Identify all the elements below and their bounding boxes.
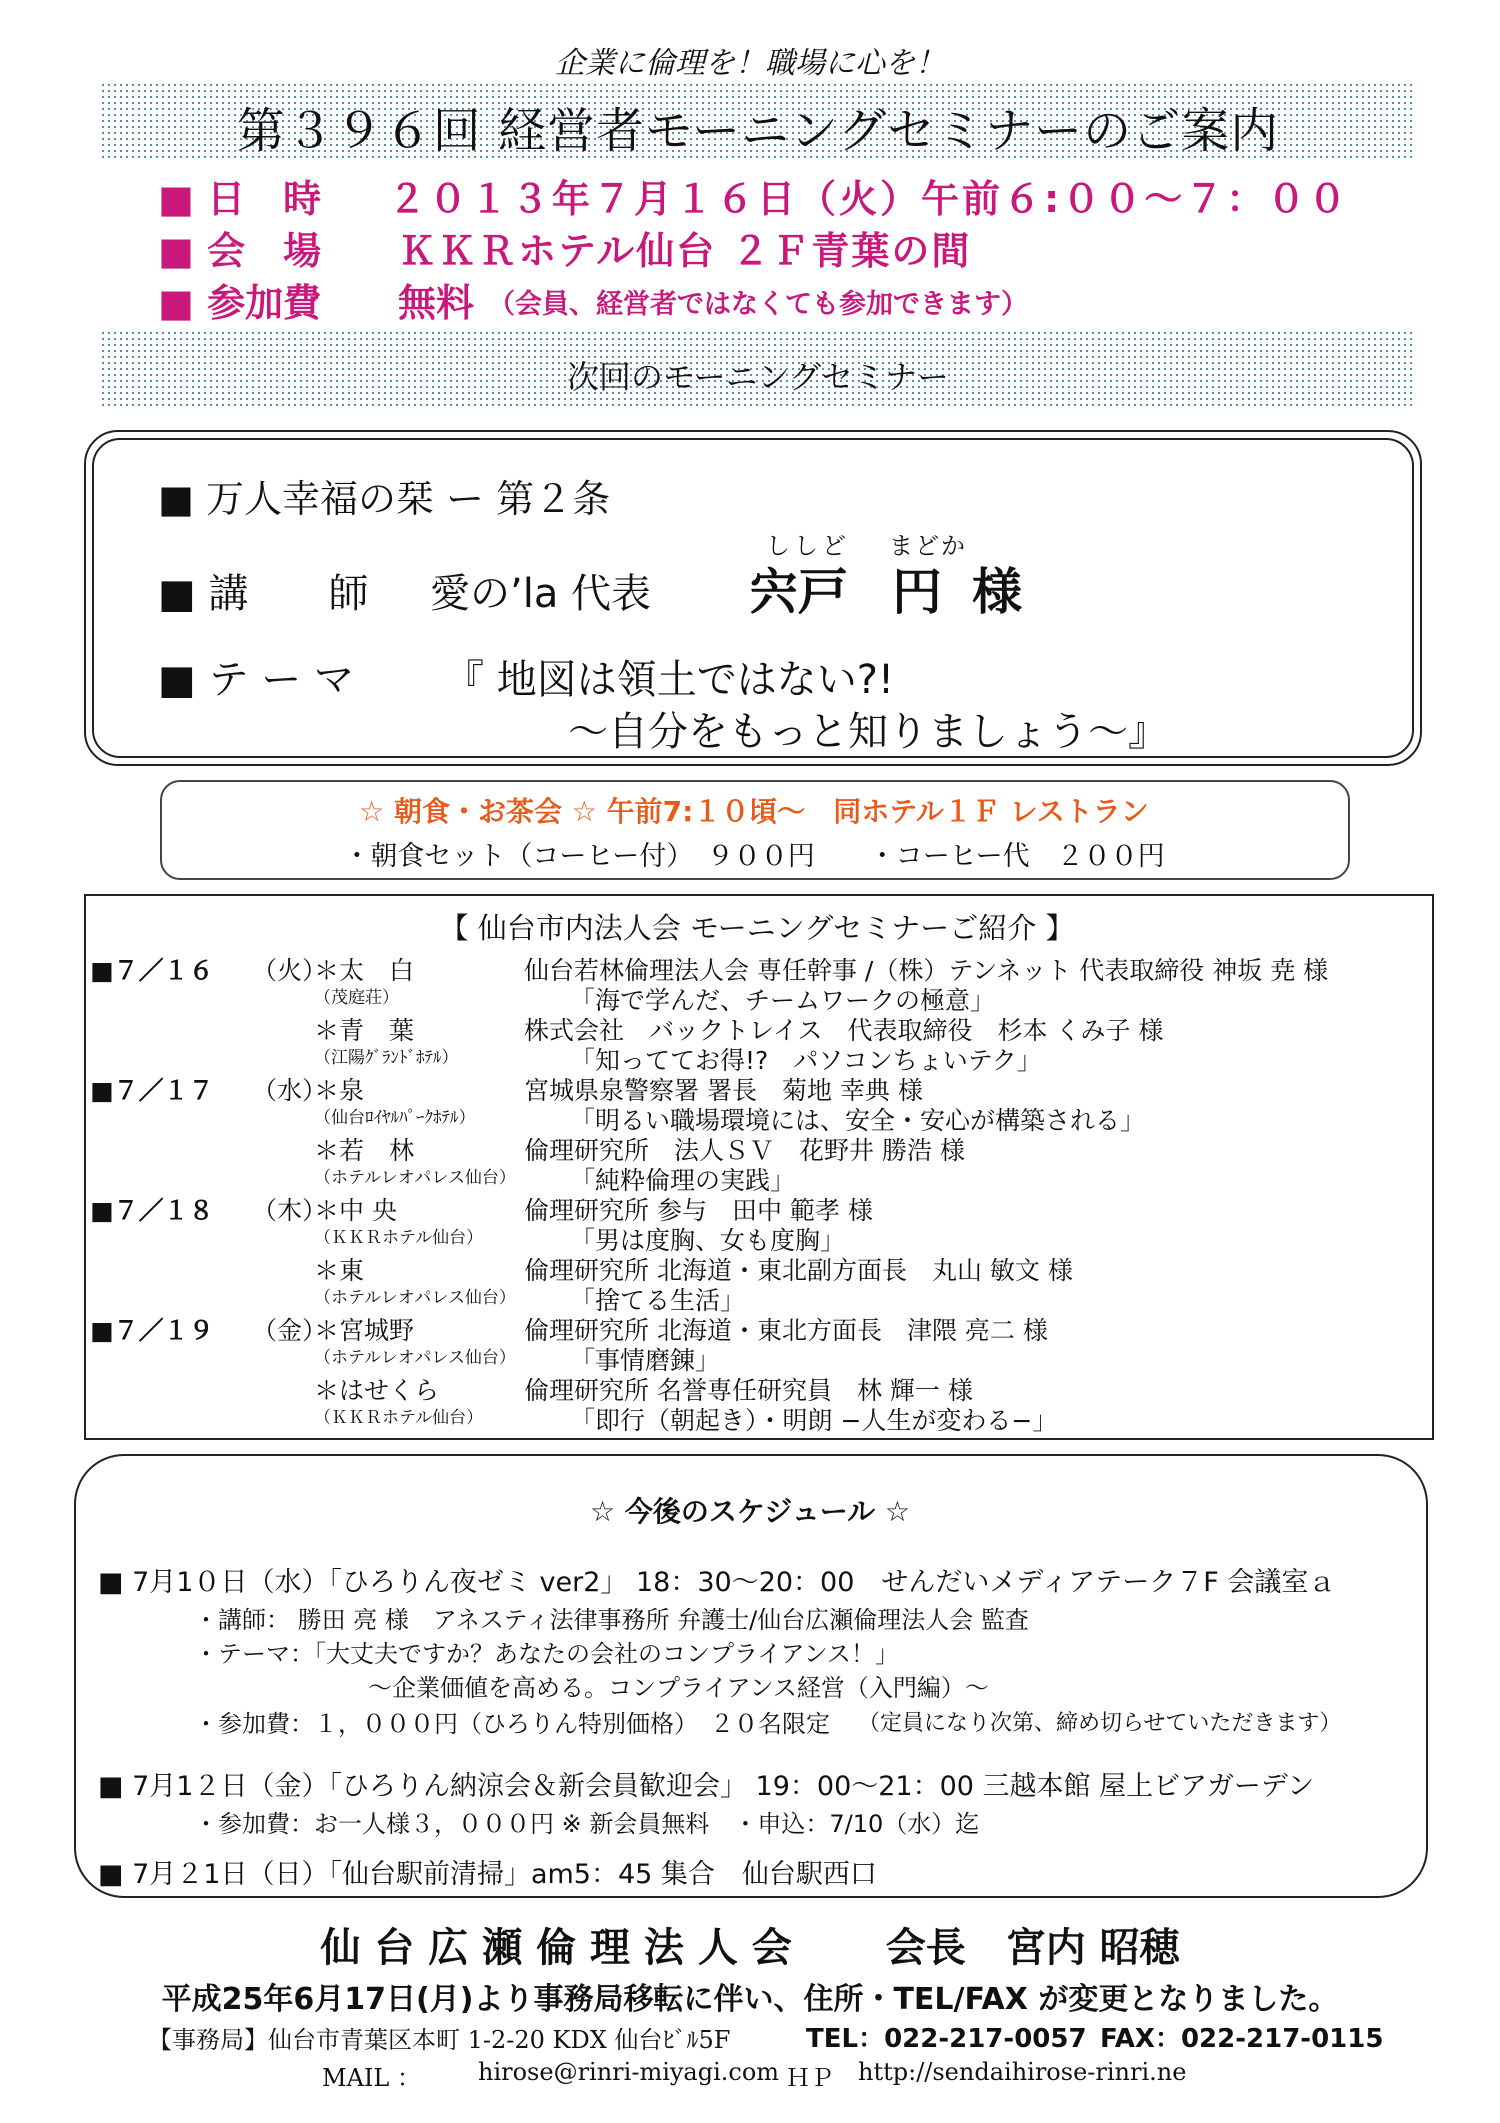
intro-date: ■７／１６ <box>90 956 214 985</box>
lecturer-name1: 宍戸 <box>748 563 848 621</box>
intro-branch: ＊太 白 <box>314 956 415 985</box>
lecturer-ruby1: ししど <box>766 532 850 560</box>
info-venue-value: ＫＫＲホテル仙台 ２Ｆ青葉の間 <box>398 229 972 273</box>
intro-branch: ＊宮城野 <box>314 1316 415 1345</box>
footer-hp[interactable]: http://sendaihirose-rinri.ne <box>858 2058 1187 2086</box>
footer-tel: TEL：022-217-0057 <box>806 2024 1087 2054</box>
intro-theme: 「明るい職場環境には、安全・安心が構築される」 <box>570 1106 1146 1135</box>
lecturer-org: 愛の’la 代表 <box>430 571 652 617</box>
intro-theme: 「即行（朝起き）・明朗 −人生が変わる−」 <box>570 1406 1058 1435</box>
intro-theme: 「純粋倫理の実践」 <box>570 1166 796 1195</box>
intro-theme: 「事情磨錬」 <box>570 1346 721 1375</box>
intro-speaker: 株式会社 バックトレイス 代表取締役 杉本 くみ子 様 <box>524 1016 1164 1045</box>
intro-branch: ＊青 葉 <box>314 1016 415 1045</box>
intro-speaker: 倫理研究所 参与 田中 範孝 様 <box>524 1196 873 1225</box>
footer-mail[interactable]: hirose@rinri-miyagi.com <box>478 2058 780 2086</box>
schedule-event-1: ■ 7月1０日（水）「ひろりん夜ゼミ ver2」 18：30～20：00 せんだいメディアテーク７F 会議室ａ <box>98 1567 1336 1598</box>
intro-venue: （ホテルレオパレス仙台） <box>314 1168 516 1188</box>
intro-day: （火） <box>252 956 328 985</box>
info-fee-value: 無料 <box>398 281 475 325</box>
theme-line1: 『 地図は領土ではない?! <box>444 657 894 703</box>
schedule-heading: ☆ 今後のスケジュール ☆ <box>589 1495 911 1528</box>
lecturer-label: ■ 講 師 <box>158 571 369 617</box>
info-date-label: ■ 日 時 <box>158 177 322 221</box>
intro-date: ■７／１８ <box>90 1196 214 1225</box>
lecturer-ruby2: まどか <box>889 532 967 560</box>
info-date-value: ２０１３年７月１６日（火）午前６:００～７：００ <box>388 177 1350 221</box>
breakfast-line2: ・朝食セット（コーヒー付） ９００円 ・コーヒー代 ２００円 <box>343 841 1165 872</box>
next-heading: 次回のモーニングセミナー <box>566 358 950 396</box>
intro-venue: （ホテルレオパレス仙台） <box>314 1288 516 1308</box>
schedule-event-1-lecturer: ・講師： 勝田 亮 様 アネスティ法律事務所 弁護士/仙台広瀬倫理法人会 監査 <box>194 1606 1029 1634</box>
info-fee-label: ■ 参加費 <box>158 281 322 325</box>
intro-branch: ＊中 央 <box>314 1196 397 1225</box>
theme-line2: ～自分をもっと知りましょう～』 <box>568 709 1168 755</box>
intro-venue: （ＫＫＲホテル仙台） <box>314 1408 484 1428</box>
intro-speaker: 倫理研究所 法人ＳＶ 花野井 勝浩 様 <box>524 1136 965 1165</box>
intro-date: ■７／１９ <box>90 1316 214 1345</box>
intro-theme: 「捨てる生活」 <box>570 1286 746 1315</box>
schedule-event-1-fee-note: （定員になり次第、締め切らせていただきます） <box>858 1711 1342 1736</box>
intro-branch: ＊泉 <box>314 1076 365 1105</box>
seminar-topic: ■ 万人幸福の栞 ー 第２条 <box>158 477 611 521</box>
theme-label: ■ テ ー マ <box>158 657 354 703</box>
lecturer-name2: 円 <box>892 563 942 621</box>
slogan: 企業に倫理を！職場に心を！ <box>555 46 945 81</box>
intro-venue: （ホテルレオパレス仙台） <box>314 1348 516 1368</box>
intro-day: （木） <box>252 1196 328 1225</box>
footer-hp-label: ＨＰ <box>786 2064 834 2092</box>
intro-speaker: 倫理研究所 名誉専任研究員 林 輝一 様 <box>524 1376 973 1405</box>
intro-day: （水） <box>252 1076 328 1105</box>
footer-fax: FAX：022-217-0115 <box>1100 2024 1384 2054</box>
intro-theme: 「海で学んだ、チームワークの極意」 <box>570 986 996 1015</box>
intro-speaker: 倫理研究所 北海道・東北副方面長 丸山 敏文 様 <box>524 1256 1073 1285</box>
intro-heading: 【 仙台市内法人会 モーニングセミナーご紹介 】 <box>439 911 1075 945</box>
intro-venue: （ＫＫＲホテル仙台） <box>314 1228 484 1248</box>
intro-speaker: 倫理研究所 北海道・東北方面長 津隈 亮二 様 <box>524 1316 1048 1345</box>
schedule-event-2-fee: ・参加費：お一人様３，０００円 ※ 新会員無料 ・申込：7/10（水）迄 <box>194 1810 980 1838</box>
info-fee-note: （会員、経営者ではなくても参加できます） <box>488 289 1028 320</box>
intro-day: （金） <box>252 1316 328 1345</box>
footer-notice: 平成25年6月17日(月)より事務局移転に伴い、住所・TEL/FAX が変更となりました。 <box>161 1982 1339 2017</box>
schedule-event-1-fee: ・参加費：１，０００円（ひろりん特別価格） ２０名限定 <box>194 1710 830 1738</box>
intro-theme: 「知っててお得!? パソコンちょいテク」 <box>570 1046 1042 1075</box>
breakfast-line1: ☆ 朝食・お茶会 ☆ 午前7:１０頃～ 同ホテル１Ｆ レストラン <box>359 795 1149 828</box>
lecturer-honorific: 様 <box>972 563 1022 621</box>
intro-theme: 「男は度胸、女も度胸」 <box>570 1226 846 1255</box>
intro-branch: ＊若 林 <box>314 1136 415 1165</box>
schedule-event-3: ■ 7月２1日（日）「仙台駅前清掃」am5：45 集合 仙台駅西口 <box>98 1859 877 1890</box>
intro-venue: （仙台ﾛｲﾔﾙﾊﾟｰｸﾎﾃﾙ） <box>314 1108 476 1128</box>
intro-date: ■７／１７ <box>90 1076 214 1105</box>
intro-venue: （茂庭荘） <box>314 988 399 1008</box>
intro-branch: ＊東 <box>314 1256 365 1285</box>
schedule-event-1-theme: ・テーマ：「大丈夫ですか？あなたの会社のコンプライアンス！」 <box>194 1640 899 1668</box>
footer-office: 【事務局】仙台市青葉区本町 1-2-20 KDX 仙台ﾋﾞﾙ5F <box>148 2026 731 2054</box>
intro-speaker: 仙台若林倫理法人会 専任幹事 /（株）テンネット 代表取締役 神坂 尭 様 <box>524 956 1329 985</box>
footer-mail-label: MAIL ： <box>322 2064 421 2092</box>
schedule-event-2: ■ 7月1２日（金）「ひろりん納涼会＆新会員歓迎会」 19：00～21：00 三越本館 屋上ビアガーデン <box>98 1771 1315 1802</box>
info-venue-label: ■ 会 場 <box>158 229 322 273</box>
intro-speaker: 宮城県泉警察署 署長 菊地 幸典 様 <box>524 1076 923 1105</box>
intro-branch: ＊はせくら <box>314 1376 440 1405</box>
footer-org: 仙 台 広 瀬 倫 理 法 人 会 会長 宮内 昭穂 <box>320 1925 1180 1971</box>
schedule-event-1-theme2: ～企業価値を高める。コンプライアンス経営（入門編）～ <box>368 1674 989 1702</box>
main-title: 第３９６回 経営者モーニングセミナーのご案内 <box>236 103 1280 159</box>
intro-venue: （江陽ｸﾞﾗﾝﾄﾞﾎﾃﾙ） <box>314 1048 459 1068</box>
